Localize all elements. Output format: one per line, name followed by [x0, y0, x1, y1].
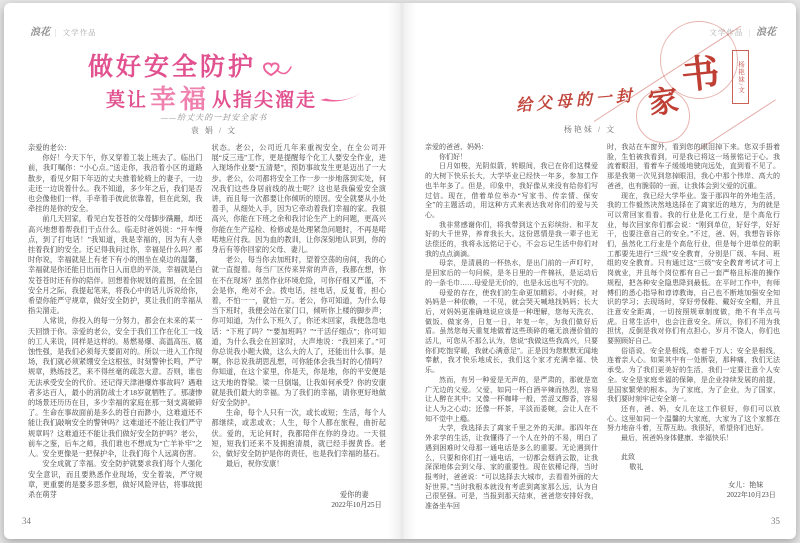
paragraph: 女儿：艳妹 [728, 481, 764, 490]
header-divider: | [748, 28, 751, 37]
right-article-body [425, 143, 780, 521]
title-big-char-jia: 家 [646, 84, 681, 121]
title-text: 从指尖溜走 [212, 90, 318, 111]
paragraph: 大学，我选择去了离家千里之外的天津。那四年在外求学的生活，让我懂得了一个人在外的不易，明白了遇到困难时父母那一通电话是多么的重要。无论遇到什么，只要和你们打一通电话，一切都会烟消云散，让我深深地体会到父母、家的重要性。现在依稀记得，当时报考时，爸爸说：“可以选择去大城市，去看看外面的大好世界。”当时我根本就没有考虑到离家那么远，认为自己很坚强。可是，当报到那天结束，爸爸您安排好我，准备坐车回 [425, 424, 598, 511]
page-number: 34 [22, 516, 31, 526]
paragraph: 爱你的妻 [339, 490, 369, 499]
article-column [607, 143, 780, 521]
section-label: 文学作品 [62, 28, 97, 37]
vertical-byline-box: 杨艳妹/文 [732, 50, 749, 104]
paragraph: 俗语说，安全是根线，牵着千万人；安全是根线，连着亲人心。如果其中有一处断裂，那种痛，我们无法承受。为了我们更美好的生活，我们一定要注意个人安全。安全是家庭幸福的保障，是企业持续发展的前提，是国家繁荣的根本。为了家庭，为了企业，为了国家，我们要时刻牢记安全第一。 [607, 346, 780, 404]
magazine-logo: 浪花 [756, 27, 776, 38]
title-text: 做好安全防护 [88, 54, 257, 81]
left-page [4, 3, 400, 539]
article-column [28, 143, 203, 521]
paragraph: 2022年10月23日 [726, 490, 776, 499]
paragraph: 现在，我已经大学毕业。鉴于那四年的外地生活，我的工作毅然决然地选择在了离家近的地方，为的就是可以常回家看看。我的行业是化工行业，是个高危行业，每次回家你们都会说：“刚到单位，好好学，好好干，也要注意自己的安全。”不过，爸、妈，我想告诉你们，虽然化工行业是个高危行业，但是每个进单位的职工都要先进行“三级”安全教育，分别是厂级、车间、班组的安全教育。只有通过这“三级”安全教育考试才可上岗就业，并且每个岗位都有自己一套严格且标准的操作规程，把各种安全隐患降到最低。在平时工作中，有师傅们的悉心指导和谆谆教诲，自己也不断地加强安全知识的学习；去现场时，穿好劳保鞋、戴好安全帽，并且注意安全距离，一切按照规章制度做，绝不有半点马虎。日常生活中，也会注意安全。所以，你们不用为我担忧，反倒是我对你们有点担心，岁月不饶人，你们也要照顾好自己。 [607, 191, 780, 346]
paragraph: 前几天回家，看见白发苍苍的父母脚步蹒跚，却还高兴地想着帮我们干点什么。临走时爸妈说：“开车慢点，到了打电话！”我知道，我是幸福的，因为有人牵挂着我们的安全。还记得我问过你，幸福是什么吗？那时你说，幸福就是上有老下有小的围坐在桌边的温馨，幸福就是你还能日出而作日入而息的平淡，幸福就是白发苍苍时还有你的陪伴。回想着你规划的蓝图，在全国安全月之际，我提起笔来，将我心中的话儿诉说给你，希望你能严守规章，做好安全防护，莫让我们的幸福从指尖溜走。 [28, 215, 203, 316]
right-page [400, 3, 796, 539]
paragraph: 母亲，是清晨的一杯热水，是出门前的一声叮咛，是回家后的一句问候，是冬日里的一件棉袄，是运动后的一条毛巾……母爱是无价的，也是永远也写不完的。 [425, 259, 598, 287]
paragraph: 然而，有另一种爱是无声的，是严肃的，那就是宽广无边的父爱。父爱，如同一杯白酒辛辣而热烈，容易让人醉在其中；又像一杯咖啡一般，苦涩又醇香，容易让人为之心动；还像一杯茶，平淡而委婉，会让人在不知不觉中上瘾。 [425, 375, 598, 423]
magazine-spread [4, 3, 796, 539]
title-text: 莫让 [106, 90, 149, 111]
paragraph: 你好！今天下午，你又穿着工装上班去了。临出门前，我叮嘱你：“小心点。”送走你，我沿着小区的道路散步，看见夕阳下年迈的丈夫推着轮椅上的妻子，一边走还一边说着什么。我不知道，多少年之后，我们是否也会像他们一样，手牵着手彼此依靠着，但在此刻，我牵挂的是你的安全。 [28, 154, 203, 214]
article-title-line1 [88, 47, 292, 83]
article-column [425, 143, 598, 521]
left-running-head [30, 23, 97, 38]
title-big-char-shu: 书 [679, 52, 722, 98]
paragraph: 状态。老公，公司近几年来重视安全，在全公司开展“反三违”工作，更是提醒每个化工人要安全作业，进入现场作业要“五清楚”，预防事故发生更是迈出了一大步。老公，公司都将安全工作一步一步地落到实处，何况我们这些身居前线的战士呢？这也是我偏爱安全演讲，而且每一次都要让你倾听的原因。安全就要从小处着手，从细处入手，因为它牵动着我们幸福的家。我很高兴，你能在下班之余和我讨论生产上的问题，更高兴你能在生产巡检、检修或是处理紧急问题时，不再是喏喏地应付我。因为血的教训，让你深刻地认识到，你的身后有等你回家的父母、妻儿。 [211, 144, 386, 255]
paragraph: 最后，祝你安康！ [225, 460, 284, 469]
paragraph: 生命，每个人只有一次，或长或短；生活，每个人都继续，或悲或欢；人生，每个人都在旅程，曲折起伏。爱的，无论何时，我都陪伴在你的身边。一天很短，短我们还来不及拥抱清晨，就已经手握黄昏。老公，做好安全防护是你的责任，也是我们幸福的基石。 [211, 409, 386, 459]
paragraph: 此致 [621, 452, 635, 461]
paragraph: 日月如梭，光阴似箭，转眼间，我已在你们这棵爱的大树下快乐长大，大学毕业已经快一年多，参加工作也半年多了。但是，印象中，我好像从来没有给你们写过信。现在，借着单位举办“写家书、传亲情、保安全”的主题活动，用这种方式来表达我对你们的爱与关心。 [425, 162, 598, 219]
left-article-body [28, 143, 386, 521]
paragraph: 2022年10月25日 [331, 500, 382, 509]
article-title-line2 [106, 79, 363, 116]
magazine-logo: 浪花 [30, 27, 50, 38]
article-column [212, 143, 387, 521]
paragraph: 亲爱的老公： [28, 144, 72, 152]
swoosh-icon [319, 90, 363, 104]
page-number: 35 [771, 516, 780, 526]
article-title-script: 给父母的一封 [515, 87, 637, 115]
paragraph: 安全成就了幸福。安全防护就要求我们每个人强化安全意识，而且要熟悉作业现场，安全着装，严守规章，更重要的是要多思多想，做好风险评估，将事故扼杀在萌芽 [28, 460, 203, 499]
heart-swirl-icon [258, 59, 292, 77]
title-highlight: 幸福 [150, 85, 211, 114]
paragraph: 最后，祝爸妈身体健康、幸福快乐！ [621, 434, 733, 443]
header-divider: | [55, 28, 58, 37]
article-subtitle: ——给丈夫的一封安全家书 [160, 113, 268, 122]
paragraph: 我非常感谢你们，将我带到这个五彩缤纷、和平友好的大千世界，养育我长大。这份恩情是我一辈子也无法偿还的，我将永远铭记于心，不会忘记生活中你们对我的点点滴滴。 [425, 220, 598, 258]
paragraph: 人常说，你投入的每一分努力，都会在未来的某一天回馈于你。亲爱的老公，安全于我们工作在化工一线的工人来说，同样是这样的。易燃易爆、高温高压、腐蚀性强，是我们必须每天要面对的。所以一进入工作现场，我们就必须紧绷安全这根弦，时刻警钟长鸣，严守规章，熟练技艺，来不得丝毫的疏忽大意。否则，谁也无法承受安全的代价。还记得天津港爆炸事故吗？遇难者多达百人，最小的消防战士才18岁就牺牲了。那凄惨的场景还历历在目，多少幸福的家庭在那一刻支离破碎了。生命在事故面前是多么的苍白而渺小，这难道还不能让我们敲响安全的警钟吗？这难道还不能让我们严守规章吗？这难道还不能让我们做好安全防护吗？老公，前车之鉴，后车之师，我们谁也不想成为“亡羊补牢”之人。安全更像是一把保护伞，让我们每个人远离伤害。 [28, 317, 203, 459]
author-byline: 袁 娟 / 文 [190, 126, 238, 135]
paragraph: 还有，爸、妈，女儿在这工作很好，你们可以放心。这里如同一个温馨的大家庭，大家为了这个家都在努力地奋斗着，互帮互助。我很好，希望你们也好。 [607, 404, 780, 433]
paragraph: 时，我站在车窗外，看到您的眼泪掉下来。您双手捂着脸，生怕被我看到，可是我已将这一场景铭记于心。我流着眼泪，看着车子缓缓地驶向远处，直到看不见了。那是我第一次见到您掉眼泪，我心中那个伟岸、高大的爸爸，也有脆弱的一面，让我体会到父爱的沉重。 [607, 143, 780, 190]
paragraph: 亲爱的爸爸、妈妈： [425, 143, 488, 151]
paragraph: 敬礼 [629, 462, 644, 471]
paragraph: 老公，每当你去加班时，望着空荡的房间，我的心就一直提着。每当厂区传来异常的声音，我都在想，你在不在现场？虽然作业环境危险，可你仔细又严谨，不会是你，绝对不会。拨电话，挂电话，反复着，担心着，不怕一一，就怕一万。老公，你可知道，为什么每当下班时，我便会站在家门口，倾听你上楼的脚步声；你可知道，为什么下班久了，你还未回家，我便急急电话：“下班了吗？”“要加班吗？”“干活仔细点”；你可知道，为什么我会在回家时，大声地说：“我回来了。”可你总说我小题大做，这么大的人了，还能出什么事。是啊，你总说我胡思乱想，可你能体会我当时的心情吗？你知道，在这个家里，你是天，你是地，你的平安便是这天地的脊梁。梁一旦倒塌，让我如何承受？你的安康就是我们最大的幸福。为了我们的幸福，请你更好地做好安全防护。 [211, 256, 386, 408]
author-byline: 杨艳妹 / 文 [563, 125, 617, 134]
paragraph: 母爱的存在，使我们的生命更加精彩。小时候，对妈妈是一种依赖，一不见，就会哭天喊地找妈妈；长大后，对妈妈更准确地说应该是一种理解，您每天洗衣、做饭、做家务，日复一日，年复一年，为我们做好后盾。虽然您每天重复地做着这些琐碎的毫无浪漫价值的活儿，可您从不那么认为，您说“我做这些我高兴，只要你们吃饱穿暖，我就心满意足”。正是因为您默默无闻地奉献，我才快乐地成长，我们这个家才充满幸福、快乐。 [425, 288, 598, 375]
paragraph: 你们好！ [439, 152, 467, 161]
section-label: 文学作品 [709, 28, 744, 37]
